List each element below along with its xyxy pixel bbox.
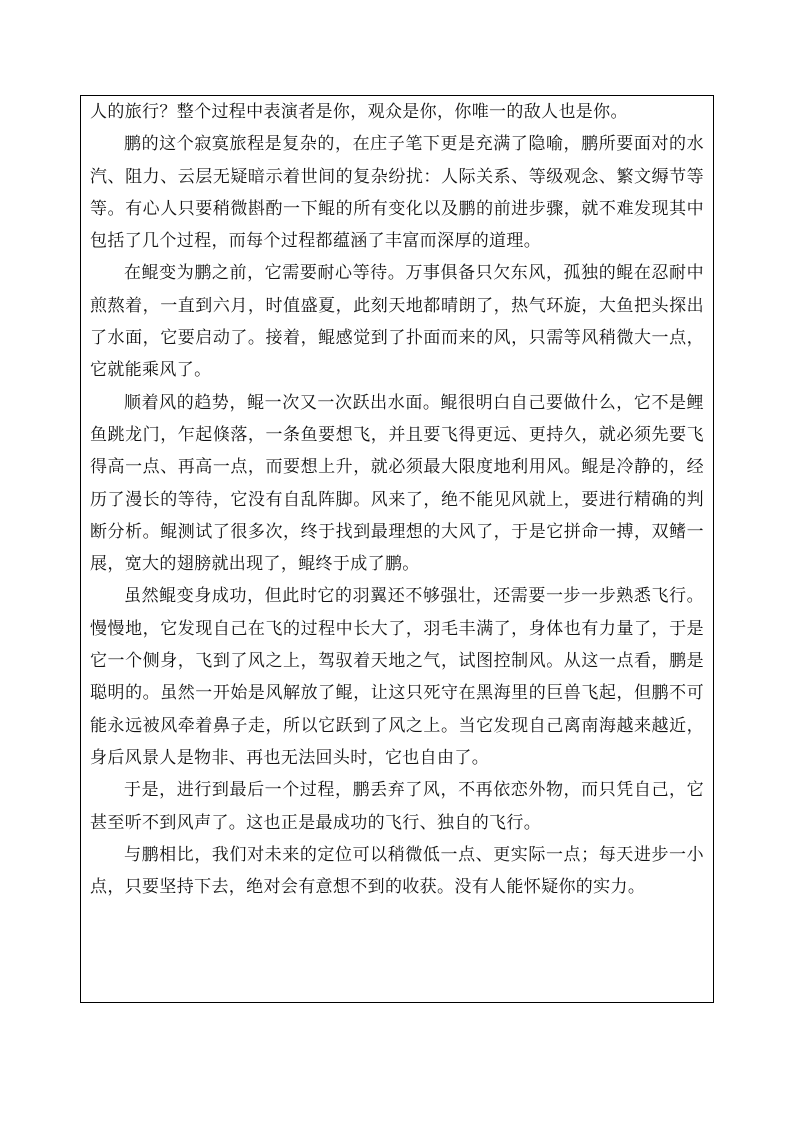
paragraph-3: 在鲲变为鹏之前，它需要耐心等待。万事俱备只欠东风，孤独的鲲在忍耐中煎熬着，一直到六月，时值盛夏，此刻天地都晴朗了，热气环旋，大鱼把头探出了水面，它要启动了。接着，鲲感觉到了扑面而来的风，只需等风稍微大一点，它就能乘风了。 (90, 263, 704, 381)
paragraph-7: 与鹏相比，我们对未来的定位可以稍微低一点、更实际一点；每天进步一小点，只要坚持下去，绝对会有意想不到的收获。没有人能怀疑你的实力。 (90, 844, 704, 898)
paragraph-6: 于是，进行到最后一个过程，鹏丢弃了风，不再依恋外物，而只凭自己，它甚至听不到风声了。这也正是最成功的飞行、独自的飞行。 (90, 780, 704, 833)
paragraph-2: 鹏的这个寂寞旅程是复杂的，在庄子笔下更是充满了隐喻，鹏所要面对的水汽、阻力、云层无疑暗示着世间的复杂纷扰：人际关系、等级观念、繁文缛节等等。有心人只要稍微斟酌一下鲲的所有变化以及鹏的前进步骤，就不难发现其中包括了几个过程，而每个过程都蕴涵了丰富而深厚的道理。 (90, 134, 704, 252)
paragraph-4: 顺着风的趋势，鲲一次又一次跃出水面。鲲很明白自己要做什么，它不是鲤鱼跳龙门，乍起倏落，一条鱼要想飞，并且要飞得更远、更持久，就必须先要飞得高一点、再高一点，而要想上升，就必须最大限度地利用风。鲲是冷静的，经历了漫长的等待，它没有自乱阵脚。风来了，绝不能见风就上，要进行精确的判断分析。鲲测试了很多次，终于找到最理想的大风了，于是它拼命一搏，双鳍一展，宽大的翅膀就出现了，鲲终于成了鹏。 (90, 392, 704, 575)
paragraph-1: 人的旅行？整个过程中表演者是你，观众是你，你唯一的敌人也是你。 (90, 102, 628, 122)
paragraph-5: 虽然鲲变身成功，但此时它的羽翼还不够强壮，还需要一步一步熟悉飞行。慢慢地，它发现自己在飞的过程中长大了，羽毛丰满了，身体也有力量了，于是它一个侧身，飞到了风之上，驾驭着天地之气，试图控制风。从这一点看，鹏是聪明的。虽然一开始是风解放了鲲，让这只死守在黑海里的巨兽飞起，但鹏不可能永远被风牵着鼻子走，所以它跃到了风之上。当它发现自己离南海越来越近，身后风景人是物非、再也无法回头时，它也自由了。 (90, 586, 704, 768)
text-frame (80, 95, 714, 1003)
